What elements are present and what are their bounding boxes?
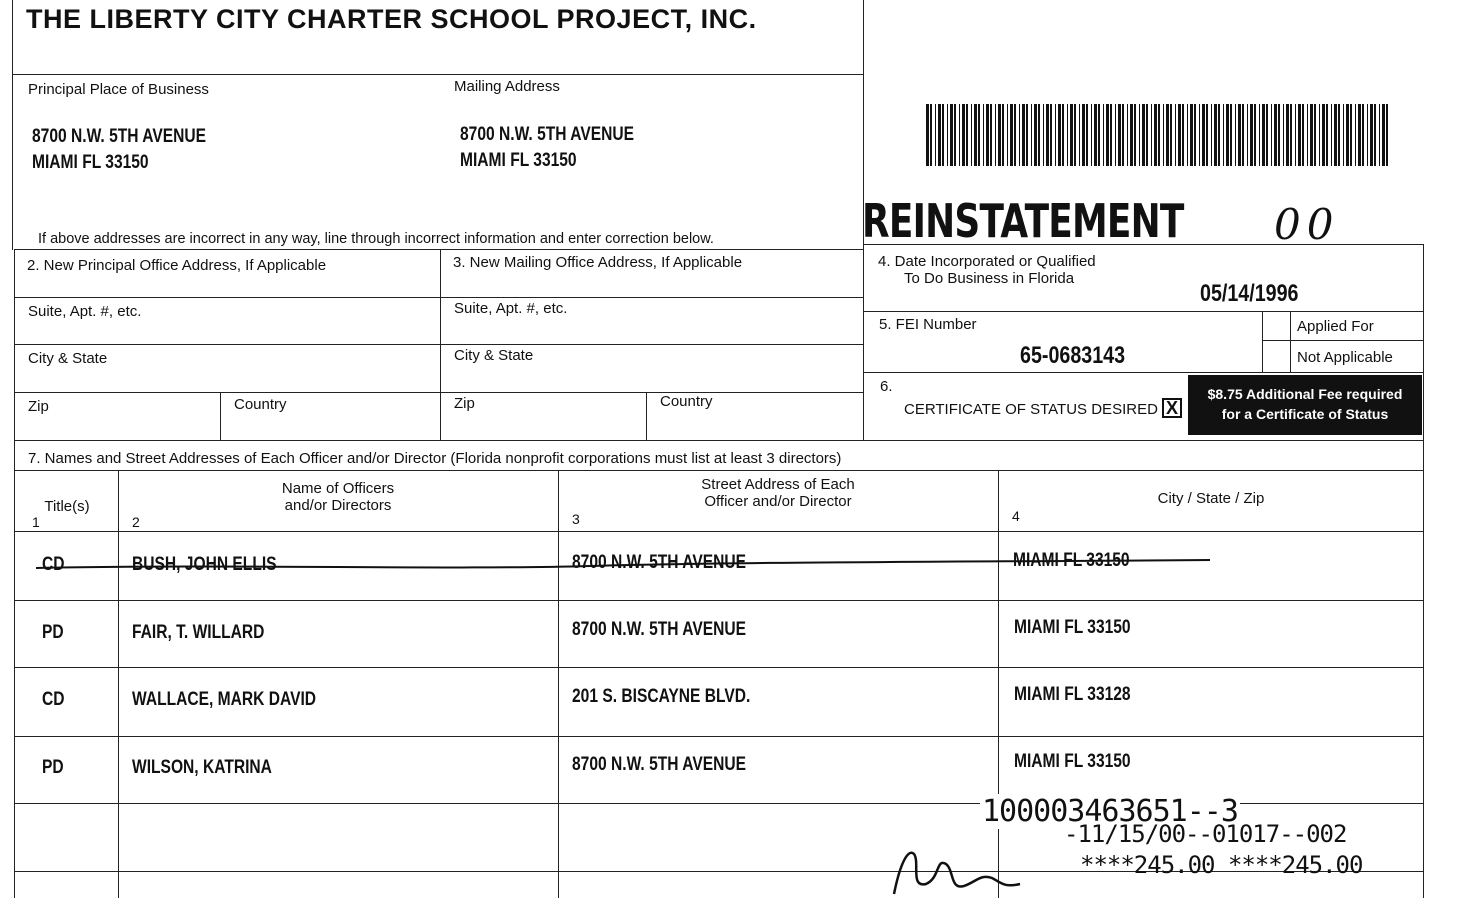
barcode-bar [1214, 104, 1217, 166]
handwritten-signature [880, 844, 1040, 898]
barcode-bar [1295, 104, 1296, 166]
grid-row2 [14, 344, 864, 345]
barcode-bar [1082, 104, 1085, 166]
section2-label: 2. New Principal Office Address, If Applicable [27, 257, 327, 274]
row0-name: BUSH, JOHN ELLIS [132, 554, 277, 575]
barcode-bar [1163, 104, 1164, 166]
grid-top [14, 249, 864, 250]
barcode-bar [1098, 104, 1100, 166]
barcode-bar [1206, 104, 1208, 166]
left-border [12, 0, 13, 250]
row2-city: MIAMI FL 33128 [1014, 684, 1131, 705]
barcode-bar [1262, 104, 1265, 166]
sec4-top [864, 244, 1424, 245]
barcode-bar [1307, 104, 1308, 166]
barcode-bar [1019, 104, 1020, 166]
barcode-bar [1235, 104, 1236, 166]
barcode-bar [1302, 104, 1304, 166]
row3-city: MIAMI FL 33150 [1014, 751, 1131, 772]
barcode-bar [998, 104, 1001, 166]
principal-line1: 8700 N.W. 5TH AVENUE [32, 126, 207, 147]
barcode-bar [1370, 104, 1373, 166]
barcode-bar [1182, 104, 1184, 166]
barcode-bar [1310, 104, 1313, 166]
barcode-bar [1322, 104, 1325, 166]
fee-line2: for a Certificate of Status [1221, 406, 1389, 422]
barcode-bar [1247, 104, 1248, 166]
barcode-bar [962, 104, 965, 166]
barcode-bar [971, 104, 972, 166]
barcode-bar [1091, 104, 1092, 166]
grid-row1 [14, 297, 864, 298]
barcode-bar [935, 104, 936, 166]
barcode-bar [959, 104, 960, 166]
barcode-bar [1010, 104, 1013, 166]
barcode-bar [1127, 104, 1128, 166]
barcode-bar [930, 104, 932, 166]
barcode-bar [1062, 104, 1064, 166]
barcode-bar [1139, 104, 1140, 166]
barcode-bar [1103, 104, 1104, 166]
fei-number: 65-0683143 [1020, 342, 1126, 369]
incorporation-date: 05/14/1996 [1200, 280, 1299, 307]
barcode-bar [990, 104, 992, 166]
barcode-bar [942, 104, 944, 166]
sec6-top [864, 372, 1424, 373]
section3-label: 3. New Mailing Office Address, If Applicable [453, 254, 743, 271]
col-num-1: 1 [32, 514, 40, 530]
barcode-bar [1338, 104, 1340, 166]
barcode-bar [938, 104, 941, 166]
barcode-bar [1079, 104, 1080, 166]
col-num-3: 3 [572, 511, 580, 527]
section2-country: Country [234, 396, 287, 413]
barcode-bar [1230, 104, 1232, 166]
barcode-bar [1034, 104, 1037, 166]
barcode-bar [1298, 104, 1301, 166]
barcode-bar [1194, 104, 1196, 166]
barcode-bar [966, 104, 968, 166]
row1-address: 8700 N.W. 5TH AVENUE [572, 619, 747, 640]
barcode-bar [1050, 104, 1052, 166]
sec7-left [14, 440, 15, 898]
col-address-header-l2: Officer and/or Director [704, 493, 852, 510]
row-line-0 [14, 531, 1424, 532]
fee-line1: $8.75 Additional Fee required [1207, 386, 1403, 402]
section3-suite: Suite, Apt. #, etc. [454, 300, 568, 317]
mailing-line1: 8700 N.W. 5TH AVENUE [460, 124, 635, 145]
not-applicable-label: Not Applicable [1297, 349, 1393, 366]
barcode-bar [1374, 104, 1376, 166]
section3-zip: Zip [454, 395, 475, 412]
sec5-divider [1262, 311, 1263, 372]
barcode-bar [1278, 104, 1280, 166]
section4-label-1: 4. Date Incorporated or Qualified [878, 253, 1096, 270]
row2-address: 201 S. BISCAYNE BLVD. [572, 686, 751, 707]
barcode-bar [1326, 104, 1328, 166]
barcode-bar [1074, 104, 1076, 166]
barcode-bar [1130, 104, 1133, 166]
row-line-1 [14, 600, 1424, 601]
barcode-bar [1086, 104, 1088, 166]
barcode-bar [1319, 104, 1320, 166]
sec7-header-top [14, 470, 1424, 471]
barcode-bar [1142, 104, 1145, 166]
barcode-bar [1190, 104, 1193, 166]
row1-name: FAIR, T. WILLARD [132, 622, 265, 643]
barcode-bar [974, 104, 977, 166]
barcode-bar [1178, 104, 1181, 166]
barcode-bar [1266, 104, 1268, 166]
barcode-bar [1218, 104, 1220, 166]
zip-divider-right [646, 392, 647, 440]
grid-mid [440, 249, 441, 441]
barcode-bar [1331, 104, 1332, 166]
barcode-bar [926, 104, 929, 166]
reinstatement-stamp: REINSTATEMENT [862, 194, 1184, 248]
barcode-bar [1146, 104, 1148, 166]
row0-address: 8700 N.W. 5TH AVENUE [572, 552, 747, 573]
receipt-line3: ****245.00 ****245.00 [1080, 851, 1363, 879]
barcode-bar [1226, 104, 1229, 166]
barcode-bar [1110, 104, 1112, 166]
section5-label: 5. FEI Number [879, 316, 977, 333]
barcode-bar [1022, 104, 1025, 166]
barcode-bar [1070, 104, 1073, 166]
certificate-checkbox[interactable]: X [1162, 398, 1182, 418]
barcode-bar [1046, 104, 1049, 166]
barcode-bar [1166, 104, 1169, 166]
barcode-bar [1286, 104, 1289, 166]
row2-name: WALLACE, MARK DAVID [132, 689, 317, 710]
receipt-line2: -11/15/00--01017--002 [1064, 820, 1347, 848]
row3-address: 8700 N.W. 5TH AVENUE [572, 754, 747, 775]
correction-note: If above addresses are incorrect in any way, line through incorrect information and enter correction below. [38, 231, 714, 247]
barcode-bar [1202, 104, 1205, 166]
barcode-bar [1367, 104, 1368, 166]
row0-title: CD [42, 554, 65, 575]
barcode-bar [1242, 104, 1244, 166]
row1-title: PD [42, 622, 64, 643]
row3-name: WILSON, KATRINA [132, 757, 272, 778]
col-num-2: 2 [132, 514, 140, 530]
barcode-bar [1199, 104, 1200, 166]
barcode-bar [1094, 104, 1097, 166]
barcode-bar [1151, 104, 1152, 166]
section7-label: 7. Names and Street Addresses of Each Officer and/or Director (Florida nonprofit corporations must list at least 3 directors) [28, 450, 842, 467]
col-title-header: Title(s) [44, 498, 90, 515]
handwritten-mark: 00 [1274, 200, 1340, 249]
barcode-bar [1274, 104, 1277, 166]
barcode-bar [1038, 104, 1040, 166]
applied-for-label: Applied For [1297, 318, 1374, 335]
sec4-right [1423, 244, 1424, 440]
barcode-bar [1250, 104, 1253, 166]
barcode-bar [1031, 104, 1032, 166]
fee-notice [1188, 375, 1422, 435]
barcode-bar [947, 104, 948, 166]
barcode-bar [1382, 104, 1385, 166]
mailing-label: Mailing Address [454, 78, 560, 95]
title-divider [12, 74, 864, 75]
barcode-bar [1055, 104, 1056, 166]
sec5-divider2 [1290, 311, 1291, 372]
barcode-bar [983, 104, 984, 166]
barcode-bar [1187, 104, 1188, 166]
grid-left [14, 249, 15, 441]
barcode-bar [1259, 104, 1260, 166]
barcode-bar [1362, 104, 1364, 166]
barcode-bar [1346, 104, 1349, 166]
barcode [926, 104, 1388, 166]
barcode-bar [1043, 104, 1044, 166]
col-num-4: 4 [1012, 508, 1020, 524]
section2-city: City & State [28, 350, 108, 367]
barcode-bar [1118, 104, 1121, 166]
col-div-2 [558, 470, 559, 898]
barcode-bar [1386, 104, 1388, 166]
company-name: THE LIBERTY CITY CHARTER SCHOOL PROJECT, INC. [26, 4, 757, 34]
grid-row3 [14, 392, 864, 393]
section6-label: CERTIFICATE OF STATUS DESIRED [904, 401, 1158, 418]
barcode-bar [1014, 104, 1016, 166]
barcode-bar [1106, 104, 1109, 166]
barcode-bar [1379, 104, 1380, 166]
col-name-header [118, 480, 558, 514]
section2-suite: Suite, Apt. #, etc. [28, 303, 142, 320]
barcode-bar [1290, 104, 1292, 166]
barcode-bar [1026, 104, 1028, 166]
barcode-bar [1175, 104, 1176, 166]
col-address-header-l1: Street Address of Each [701, 476, 855, 493]
sec5-top [864, 311, 1424, 312]
barcode-bar [978, 104, 980, 166]
principal-line2: MIAMI FL 33150 [32, 152, 149, 173]
section2-zip: Zip [28, 398, 49, 415]
barcode-bar [954, 104, 956, 166]
barcode-bar [1134, 104, 1136, 166]
barcode-bar [1007, 104, 1008, 166]
barcode-bar [1158, 104, 1160, 166]
col-div-3 [998, 470, 999, 898]
barcode-bar [1343, 104, 1344, 166]
row0-strikethrough [30, 554, 1220, 578]
barcode-bar [1211, 104, 1212, 166]
barcode-bar [1254, 104, 1256, 166]
row3-title: PD [42, 757, 64, 778]
barcode-bar [1238, 104, 1241, 166]
zip-divider-left [220, 392, 221, 440]
grid-bottom [14, 440, 1424, 441]
receipt-line1: 100003463651--3 [982, 794, 1238, 829]
barcode-bar [1122, 104, 1124, 166]
col-name-header-l2: and/or Directors [284, 497, 392, 514]
section3-country: Country [660, 393, 713, 410]
col-div-1 [118, 470, 119, 898]
row1-city: MIAMI FL 33150 [1014, 617, 1131, 638]
barcode-bar [1067, 104, 1068, 166]
mailing-line2: MIAMI FL 33150 [460, 150, 577, 171]
barcode-bar [1154, 104, 1157, 166]
barcode-bar [1350, 104, 1352, 166]
row0-city: MIAMI FL 33150 [1013, 550, 1130, 571]
sec7-right [1423, 440, 1424, 898]
barcode-bar [1334, 104, 1337, 166]
col-name-header-l1: Name of Officers [281, 480, 395, 497]
barcode-bar [1223, 104, 1224, 166]
barcode-bar [1355, 104, 1356, 166]
row-line-3 [14, 736, 1424, 737]
principal-label: Principal Place of Business [28, 81, 209, 98]
section4-label-2: To Do Business in Florida [904, 270, 1075, 287]
barcode-bar [1358, 104, 1361, 166]
barcode-bar [1058, 104, 1061, 166]
row-line-2 [14, 667, 1424, 668]
barcode-bar [1170, 104, 1172, 166]
row2-title: CD [42, 689, 65, 710]
barcode-bar [950, 104, 953, 166]
barcode-bar [995, 104, 996, 166]
section6-number: 6. [880, 378, 893, 395]
barcode-bar [1283, 104, 1284, 166]
sec5-mid [1262, 340, 1424, 341]
barcode-bar [1115, 104, 1116, 166]
barcode-bar [986, 104, 989, 166]
col-address-header [558, 476, 998, 510]
barcode-bar [1314, 104, 1316, 166]
barcode-bar [1271, 104, 1272, 166]
barcode-bar [1002, 104, 1004, 166]
col-city-header: City / State / Zip [1157, 490, 1265, 507]
section3-city: City & State [454, 347, 534, 364]
